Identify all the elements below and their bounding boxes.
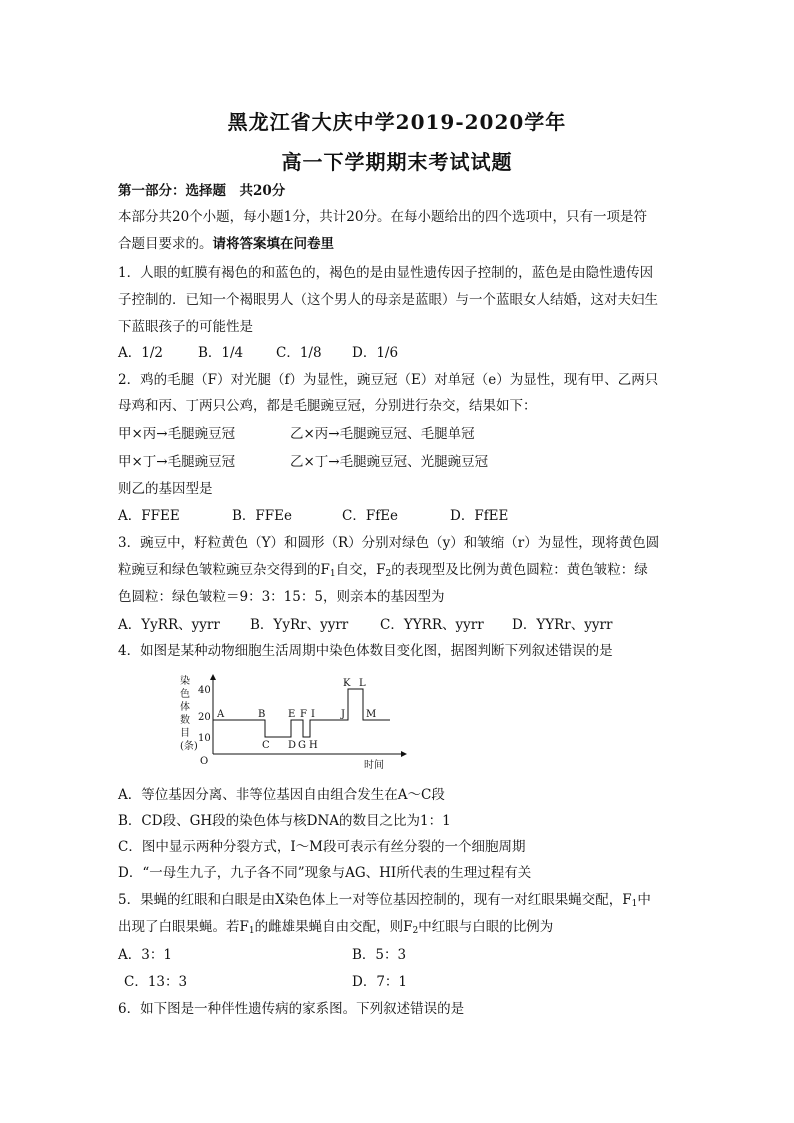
q3-text-a: 粒豌豆和绿色皱粒豌豆杂交得到的F (118, 562, 330, 578)
q6-stem-line1: 6．如下图是一种伴性遗传病的家系图。下列叙述错误的是 (118, 1001, 465, 1017)
q3-option-b[interactable]: B．YyRr、yyrr (250, 617, 349, 633)
figure-ytick-40: 40 (198, 685, 211, 696)
figure-point-b: B (258, 709, 266, 720)
q5-text-b: 中 (637, 892, 651, 908)
q3-option-a[interactable]: A．YyRR、yyrr (118, 617, 220, 633)
q1-option-c[interactable]: C．1/8 (276, 345, 322, 361)
q2-option-d[interactable]: D．FfEE (450, 508, 509, 524)
q2-option-b[interactable]: B．FFEe (232, 508, 292, 524)
q1-stem-line3: 下蓝眼孩子的可能性是 (118, 319, 253, 335)
q3-sub-2: 2 (385, 569, 392, 579)
q1-option-b[interactable]: B．1/4 (198, 345, 244, 361)
q3-stem-line1: 3．豌豆中，籽粒黄色（Y）和圆形（R）分别对绿色（y）和皱缩（r）为显性，现将黄色圆 (118, 535, 660, 551)
figure-point-i: I (311, 709, 315, 720)
figure-origin: O (200, 756, 209, 767)
q5-text-c: 出现了白眼果蝇。若F (118, 919, 249, 935)
q2-cross-3: 甲×丁→毛腿豌豆冠 (118, 454, 236, 470)
q2-cross-4: 乙×丁→毛腿豌豆冠、光腿豌豆冠 (290, 454, 489, 470)
q3-text-c: 的表现型及比例为黄色圆粒：黄色皱粒：绿 (391, 562, 648, 578)
q4-option-b[interactable]: B．CD段、GH段的染色体与核DNA的数目之比为1：1 (118, 813, 451, 829)
q4-option-a[interactable]: A．等位基因分离、非等位基因自由组合发生在A～C段 (118, 787, 445, 803)
q5-option-a[interactable]: A．3：1 (118, 947, 172, 963)
q3-option-d[interactable]: D．YYRr、yyrr (512, 617, 613, 633)
q2-stem-line2: 母鸡和丙、丁两只公鸡，都是毛腿豌豆冠，分别进行杂交，结果如下： (118, 398, 537, 414)
q1-option-a[interactable]: A．1/2 (118, 345, 163, 361)
figure-xlabel: 时间 (364, 760, 384, 771)
q5-stem-line2 (118, 918, 553, 940)
q5-option-d[interactable]: D．7：1 (352, 974, 408, 990)
figure-point-k: K (343, 678, 351, 689)
q3-stem-line3: 色圆粒：绿色皱粒＝9：3：15：5，则亲本的基因型为 (118, 589, 445, 605)
q2-cross-2: 乙×丙→毛腿豌豆冠、毛腿单冠 (290, 426, 475, 442)
q1-option-d[interactable]: D．1/6 (352, 345, 399, 361)
q5-sub-1: 1 (631, 899, 638, 909)
exam-title-line2: 高一下学期期末考试试题 (281, 150, 513, 174)
q1-stem-line1: 1．人眼的虹膜有褐色的和蓝色的，褐色的是由显性遗传因子控制的，蓝色是由隐性遗传因 (118, 265, 654, 281)
q4-stem-line1: 4．如图是某种动物细胞生活周期中染色体数目变化图，据图判断下列叙述错误的是 (118, 643, 613, 659)
q5-text-e: 中红眼与白眼的比例为 (418, 919, 554, 935)
q5-sub-3: 2 (412, 926, 419, 936)
chromosome-count-figure (178, 672, 408, 772)
figure-point-j: J (341, 709, 346, 720)
figure-point-a: A (217, 709, 225, 720)
q4-option-d[interactable]: D．“一母生九子，九子各不同”现象与AG、HI所代表的生理过程有关 (118, 865, 532, 881)
q5-text-d: 的雌雄果蝇自由交配，则F (254, 919, 413, 935)
instructions-line1: 本部分共20个小题，每小题1分，共计20分。在每小题给出的四个选项中，只有一项是符 (118, 209, 647, 225)
q5-stem-line1 (118, 891, 651, 913)
figure-point-m: M (366, 709, 377, 720)
figure-ylabel-char: 色 (180, 689, 190, 700)
section-header: 第一部分：选择题 共20分 (118, 183, 286, 199)
q2-option-a[interactable]: A．FFEE (118, 508, 180, 524)
q2-stem-line1: 2．鸡的毛腿（F）对光腿（f）为显性，豌豆冠（E）对单冠（e）为显性，现有甲、乙两只 (118, 372, 659, 388)
figure-point-g: G (298, 740, 306, 751)
figure-x-arrow (401, 751, 407, 757)
q5-text-a: 5．果蝇的红眼和白眼是由X染色体上一对等位基因控制的，现有一对红眼果蝇交配，F (118, 892, 632, 908)
q2-stem-line3: 则乙的基因型是 (118, 481, 213, 497)
figure-y-arrow (210, 674, 216, 680)
q3-stem-line2 (118, 561, 648, 583)
instructions-text: 合题目要求的。 (118, 236, 213, 252)
instructions-line2 (118, 235, 334, 253)
q3-text-b: 自交，F (335, 562, 386, 578)
figure-ylabel-char: (条) (180, 741, 198, 752)
q1-stem-line2: 子控制的．已知一个褐眼男人（这个男人的母亲是蓝眼）与一个蓝眼女人结婚，这对夫妇生 (118, 292, 658, 308)
q2-cross-1: 甲×丙→毛腿豌豆冠 (118, 426, 236, 442)
q5-option-b[interactable]: B．5：3 (352, 947, 407, 963)
q4-option-c[interactable]: C．图中显示两种分裂方式，Ⅰ～M段可表示有丝分裂的一个细胞周期 (118, 839, 526, 855)
q3-sub-1: 1 (329, 569, 336, 579)
figure-ytick-10: 10 (198, 733, 211, 744)
figure-ytick-20: 20 (198, 712, 211, 723)
q2-option-c[interactable]: C．FfEe (342, 508, 399, 524)
figure-ylabel-char: 体 (180, 702, 190, 713)
figure-ylabel-char: 数 (180, 715, 190, 726)
figure-point-c: C (262, 740, 270, 751)
figure-point-h: H (309, 740, 318, 751)
figure-ylabel-char: 染 (180, 676, 190, 687)
figure-point-f: F (300, 709, 307, 720)
instructions-bold-note: 请将答案填在问卷里 (212, 236, 334, 252)
figure-point-e: E (288, 709, 296, 720)
figure-point-l: L (359, 678, 366, 689)
figure-point-d: D (288, 740, 297, 751)
figure-ylabel-char: 目 (180, 728, 190, 739)
q3-option-c[interactable]: C．YYRR、yyrr (380, 617, 484, 633)
exam-title-line1: 黑龙江省大庆中学2019-2020学年 (227, 110, 567, 134)
q5-sub-2: 1 (248, 926, 255, 936)
q5-option-c[interactable]: C．13：3 (124, 974, 188, 990)
